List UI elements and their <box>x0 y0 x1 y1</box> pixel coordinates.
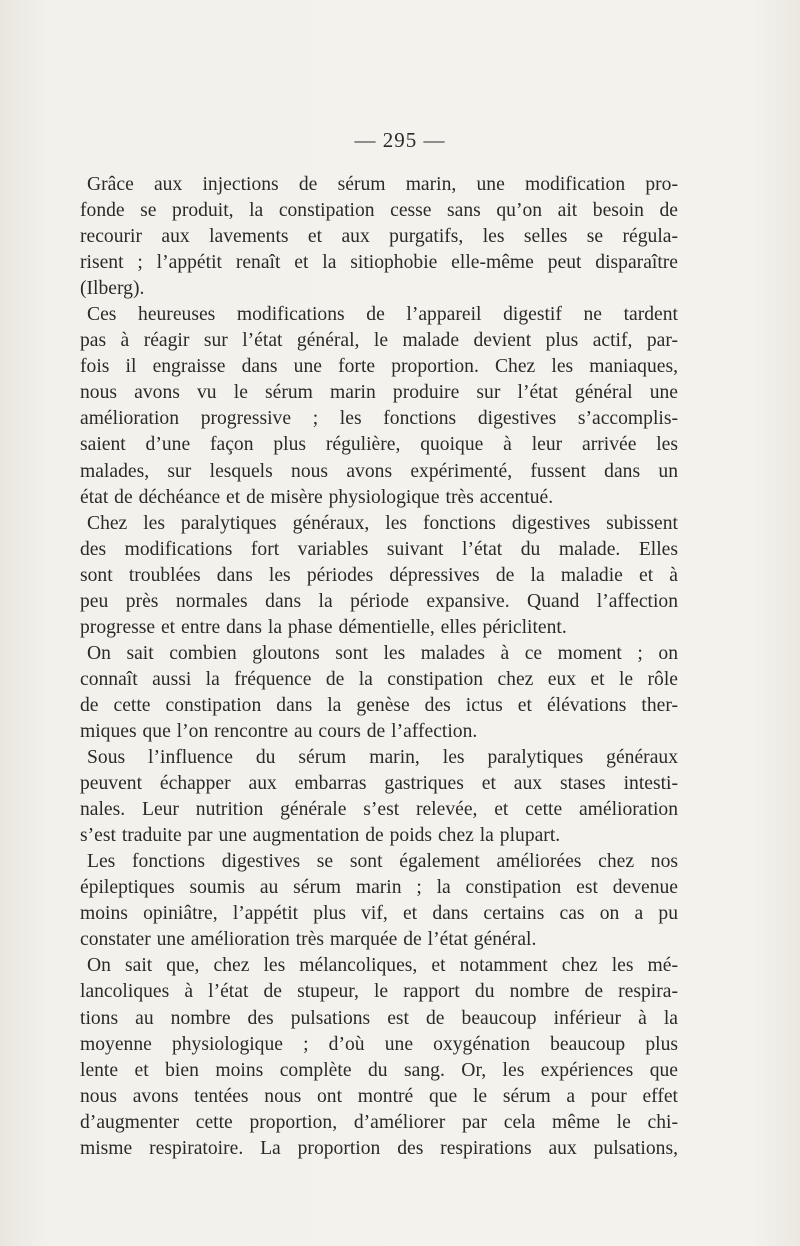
text-line: peuvent échapper aux embarras gastriques et aux stases intesti- <box>80 773 678 795</box>
text-line: miques que l’on rencontre au cours de l’affection. <box>80 720 478 742</box>
text-line: pas à réagir sur l’état général, le malade devient plus actif, par- <box>80 330 678 352</box>
text-line: misme respiratoire. La proportion des respirations aux pulsations, <box>80 1137 678 1159</box>
page-number: — 295 — <box>354 128 446 152</box>
text-line: Les fonctions digestives se sont également améliorées chez nos <box>87 851 678 873</box>
paragraph-3 <box>80 511 678 641</box>
text-line: constater une amélioration très marquée de l’état général. <box>80 929 537 951</box>
text-line: épileptiques soumis au sérum marin ; la constipation est devenue <box>80 877 678 899</box>
text-line: nous avons vu le sérum marin produire sur l’état général une <box>80 382 678 404</box>
text-line: progresse et entre dans la phase démentielle, elles périclitent. <box>80 616 567 638</box>
text-line: lente et bien moins complète du sang. Or, les expériences que <box>80 1059 678 1081</box>
text-line: s’est traduite par une augmentation de poids chez la plupart. <box>80 825 561 847</box>
text-line: Chez les paralytiques généraux, les fonctions digestives subissent <box>87 512 678 534</box>
text-line: sont troublées dans les périodes dépressives de la maladie et à <box>80 564 678 586</box>
text-line: saient d’une façon plus régulière, quoique à leur arrivée les <box>80 434 678 456</box>
text-line: moyenne physiologique ; d’où une oxygénation beaucoup plus <box>80 1033 678 1055</box>
text-line: des modifications fort variables suivant l’état du malade. Elles <box>80 538 678 560</box>
text-line: nous avons tentées nous ont montré que le sérum a pour effet <box>80 1085 678 1107</box>
text-line: (Ilberg). <box>80 278 145 300</box>
text-line: de cette constipation dans la genèse des ictus et élévations ther- <box>80 694 678 716</box>
text-line: état de déchéance et de misère physiologique très accentué. <box>80 486 554 508</box>
text-line: risent ; l’appétit renaît et la sitiophobie elle-même peut disparaître <box>80 252 678 274</box>
paragraph-7 <box>80 953 678 1161</box>
text-line: On sait que, chez les mélancoliques, et notamment chez les mé- <box>87 955 678 977</box>
body-text <box>80 172 678 1162</box>
paragraph-1 <box>80 172 678 302</box>
text-line: fois il engraisse dans une forte proportion. Chez les maniaques, <box>80 356 678 378</box>
text-line: Ces heureuses modifications de l’appareil digestif ne tardent <box>87 304 678 326</box>
paragraph-4 <box>80 641 678 745</box>
text-line: tions au nombre des pulsations est de beaucoup inférieur à la <box>80 1007 678 1029</box>
text-line: Sous l’influence du sérum marin, les paralytiques généraux <box>87 747 678 769</box>
text-line: fonde se produit, la constipation cesse sans qu’on ait besoin de <box>80 200 678 222</box>
paragraph-6 <box>80 849 678 953</box>
text-line: Grâce aux injections de sérum marin, une modification pro- <box>87 174 678 195</box>
text-line: peu près normales dans la période expansive. Quand l’affection <box>80 590 678 612</box>
paragraph-2 <box>80 302 678 510</box>
text-line: malades, sur lesquels nous avons expérimenté, fussent dans un <box>80 460 678 482</box>
text-line: nales. Leur nutrition générale s’est relevée, et cette amélioration <box>80 799 678 821</box>
text-line: d’augmenter cette proportion, d’améliorer par cela même le chi- <box>80 1111 678 1133</box>
text-line: moins opiniâtre, l’appétit plus vif, et dans certains cas on a pu <box>80 903 678 925</box>
text-line: connaît aussi la fréquence de la constipation chez eux et le rôle <box>80 668 678 690</box>
text-line: recourir aux lavements et aux purgatifs, les selles se régula- <box>80 226 678 248</box>
text-line: On sait combien gloutons sont les malades à ce moment ; on <box>87 642 678 664</box>
text-line: amélioration progressive ; les fonctions digestives s’accomplis- <box>80 408 678 430</box>
text-line: lancoliques à l’état de stupeur, le rapport du nombre de respira- <box>80 981 678 1003</box>
paragraph-5 <box>80 745 678 849</box>
